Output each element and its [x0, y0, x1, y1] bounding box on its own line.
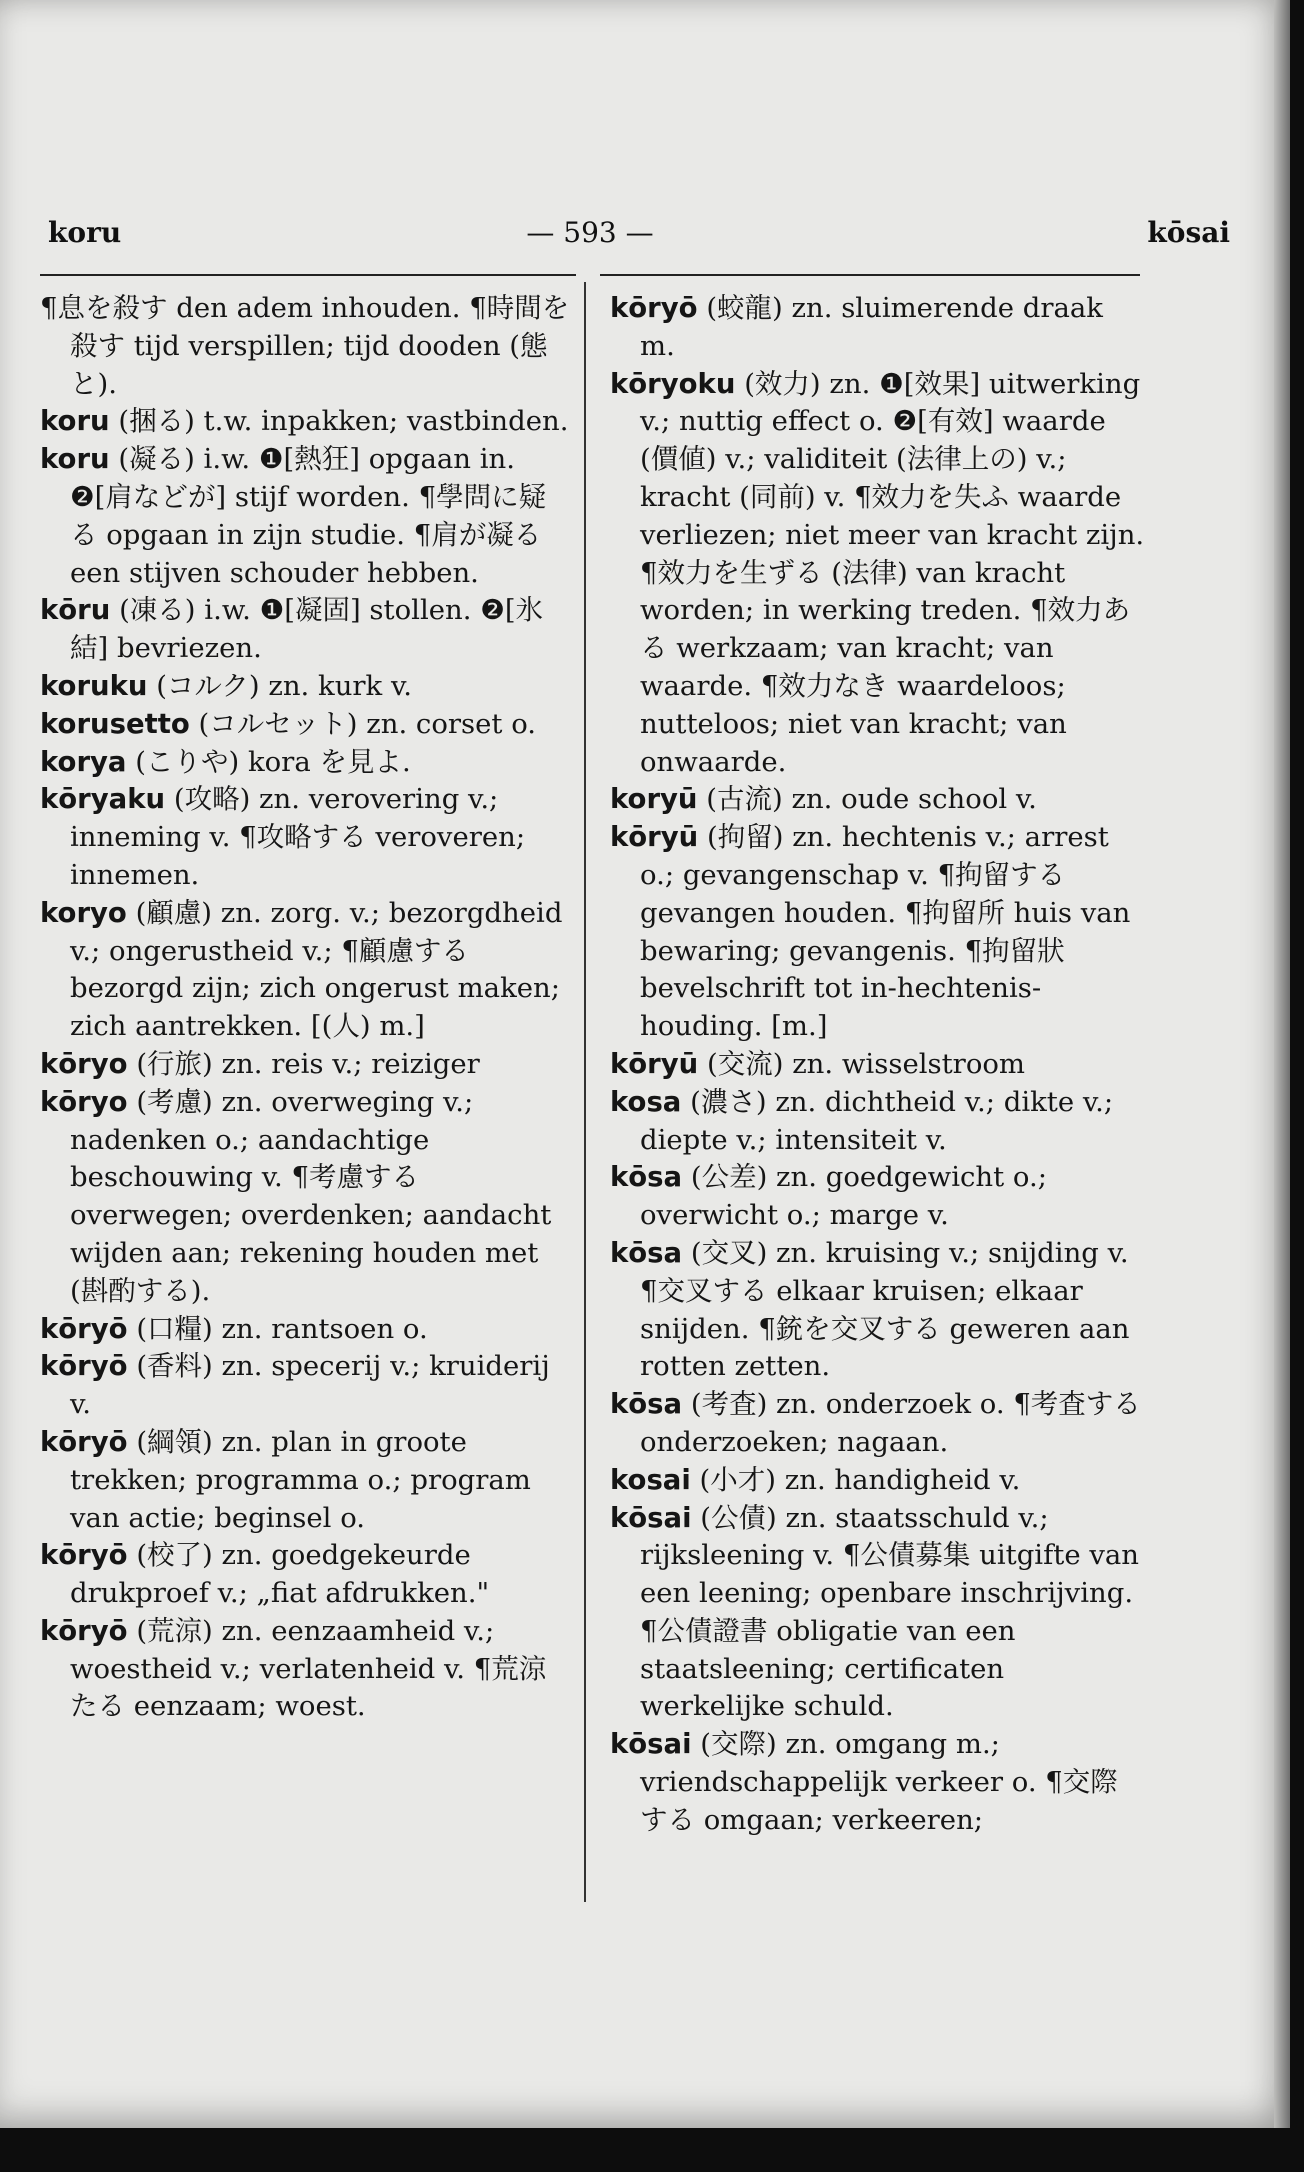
headword: kōsai: [610, 1728, 692, 1761]
entry: [610, 290, 1145, 366]
column-divider: [584, 282, 586, 1902]
running-head-left: koru: [48, 216, 122, 249]
entry: [40, 592, 570, 668]
definition: (小才) zn. handigheid v.: [699, 1463, 1021, 1496]
definition: (捆る) t.w. inpakken; vastbinden.: [118, 405, 569, 438]
entry: [610, 1084, 1145, 1160]
entry: [40, 1311, 570, 1349]
definition: (綱領) zn. plan in groote trekken; programma o.; program van actie; beginsel o.: [70, 1425, 531, 1534]
headword: korusetto: [40, 707, 190, 740]
entry: [40, 1084, 570, 1311]
definition: (交流) zn. wisselstroom: [707, 1047, 1026, 1080]
definition: (蛟龍) zn. sluimerende draak m.: [640, 292, 1103, 362]
definition: (コルセット) zn. corset o.: [198, 707, 537, 740]
definition: (古流) zn. oude school v.: [706, 783, 1037, 816]
page-number: — 593 —: [526, 216, 654, 249]
definition: (公差) zn. goedgewicht o.; overwicht o.; marge v.: [640, 1161, 1047, 1232]
header-rule-left: [40, 274, 576, 276]
entry: [610, 781, 1145, 819]
entry: [40, 1613, 570, 1726]
definition: (攻略) zn. verovering v.; inneming v. ¶攻略する veroveren; innemen.: [70, 783, 526, 891]
book-spine-shadow: [1274, 0, 1290, 2128]
definition: (效力) zn. ❶[效果] uitwerking v.; nuttig effect o. ❷[有效] waarde (價値) v.; validiteit (法律上の) v.; kracht (同前) v. ¶效力を失ふ waarde verliezen; niet meer van kracht zijn. ¶效力を生ずる (法律) van kracht worden; in werking treden. ¶效力ある werkzaam; van kracht; van waarde. ¶效力なき waardeloos; nutteloos; niet van kracht; van onwaarde.: [640, 367, 1145, 778]
headword: koryo: [40, 896, 127, 929]
headword: koruku: [40, 669, 148, 702]
entry: [40, 403, 570, 441]
headword: kōryō: [40, 1425, 128, 1458]
entry: [610, 1500, 1145, 1727]
headword: kōryaku: [40, 783, 166, 816]
entry: [40, 781, 570, 894]
definition: ¶息を殺す den adem inhouden. ¶時間を殺す tijd verspillen; tijd dooden (態と).: [40, 292, 570, 400]
headword: kōryō: [40, 1539, 128, 1572]
entry: [40, 744, 570, 782]
entry: [610, 366, 1145, 782]
headword: kōryo: [40, 1047, 128, 1080]
headword: kōryō: [40, 1312, 128, 1345]
headword: kōryō: [610, 292, 698, 324]
headword: kōryō: [40, 1614, 128, 1647]
headword: kōsa: [610, 1161, 683, 1194]
definition: (交叉) zn. kruising v.; snijding v. ¶交叉する elkaar kruisen; elkaar snijden. ¶銃を交叉する geweren aan rotten zetten.: [640, 1236, 1130, 1383]
headword: kōsa: [610, 1236, 683, 1269]
entry: [40, 1424, 570, 1537]
definition: (考査) zn. onderzoek o. ¶考査する onderzoeken; nagaan.: [640, 1388, 1141, 1458]
headword: korya: [40, 745, 127, 778]
headword: kōsai: [610, 1501, 692, 1534]
definition: (顧慮) zn. zorg. v.; bezorgdheid v.; ongerustheid v.; ¶顧慮する bezorgd zijn; zich ongerust maken; zich aantrekken. [(人) m.]: [70, 896, 563, 1043]
headword: kōryō: [40, 1350, 128, 1383]
entry: [40, 290, 570, 403]
definition: (考慮) zn. overweging v.; nadenken o.; aandachtige beschouwing v. ¶考慮する overwegen; overdenken; aandacht wijden aan; rekening houden met (斟酌する).: [70, 1085, 552, 1307]
definition: (コルク) zn. kurk v.: [156, 669, 412, 702]
headword: koru: [40, 405, 110, 438]
definition: (こりや) kora を見よ.: [135, 745, 411, 778]
headword: koryū: [610, 783, 698, 816]
entry: [610, 1159, 1145, 1235]
entry: [40, 1537, 570, 1613]
definition: (拘留) zn. hechtenis v.; arrest o.; gevangenschap v. ¶拘留する gevangen houden. ¶拘留所 huis van bewaring; gevangenis. ¶拘留狀 bevelschrift tot in-hechtenis-houding. [m.]: [640, 821, 1131, 1043]
entry: [610, 1462, 1145, 1500]
definition: (凝る) i.w. ❶[熱狂] opgaan in. ❷[肩などが] stijf worden. ¶學問に疑る opgaan in zijn studie. ¶肩が凝る een stijven schouder hebben.: [70, 443, 547, 589]
entry: [40, 668, 570, 706]
entry: [40, 1348, 570, 1424]
headword: kōsa: [610, 1388, 683, 1421]
headword: kosa: [610, 1085, 682, 1118]
entry: [40, 895, 570, 1046]
headword: kōryū: [610, 821, 699, 854]
entry: [610, 819, 1145, 1046]
definition: (公債) zn. staatsschuld v.; rijksleening v. ¶公債募集 uitgifte van een leening; openbare inschrijving. ¶公債證書 obligatie van een staatsleening; certificaten werkelijke schuld.: [640, 1501, 1139, 1723]
headword: koru: [40, 443, 110, 476]
entry: [610, 1046, 1145, 1084]
definition: (行旅) zn. reis v.; reiziger: [136, 1047, 480, 1080]
entry: [610, 1235, 1145, 1386]
entry: [40, 706, 570, 744]
entry: [610, 1726, 1145, 1839]
headword: kōru: [40, 594, 111, 627]
definition: (荒涼) zn. eenzaamheid v.; woestheid v.; verlatenheid v. ¶荒涼たる eenzaam; woest.: [70, 1614, 547, 1723]
definition: (香料) zn. specerij v.; kruiderij v.: [70, 1350, 550, 1421]
definition: (口糧) zn. rantsoen o.: [136, 1312, 428, 1345]
entry: [40, 1046, 570, 1084]
headword: kōryo: [40, 1085, 128, 1118]
header-rule-right: [600, 274, 1140, 276]
definition: (交際) zn. omgang m.; vriendschappelijk verkeer o. ¶交際する omgaan; verkeeren;: [640, 1728, 1118, 1836]
right-column: [610, 290, 1145, 1840]
headword: kosai: [610, 1463, 691, 1496]
headword: kōryoku: [610, 367, 736, 400]
running-head-right: kōsai: [1147, 216, 1230, 249]
definition: (濃さ) zn. dichtheid v.; dikte v.; diepte v.; intensiteit v.: [640, 1085, 1114, 1156]
entry: [610, 1386, 1145, 1462]
entry: [40, 441, 570, 592]
definition: (校了) zn. goedgekeurde drukproef v.; „fiat afdrukken.": [70, 1539, 490, 1610]
left-column: [40, 290, 570, 1726]
definition: (凍る) i.w. ❶[凝固] stollen. ❷[氷結] bevriezen.: [70, 594, 544, 665]
headword: kōryū: [610, 1047, 699, 1080]
